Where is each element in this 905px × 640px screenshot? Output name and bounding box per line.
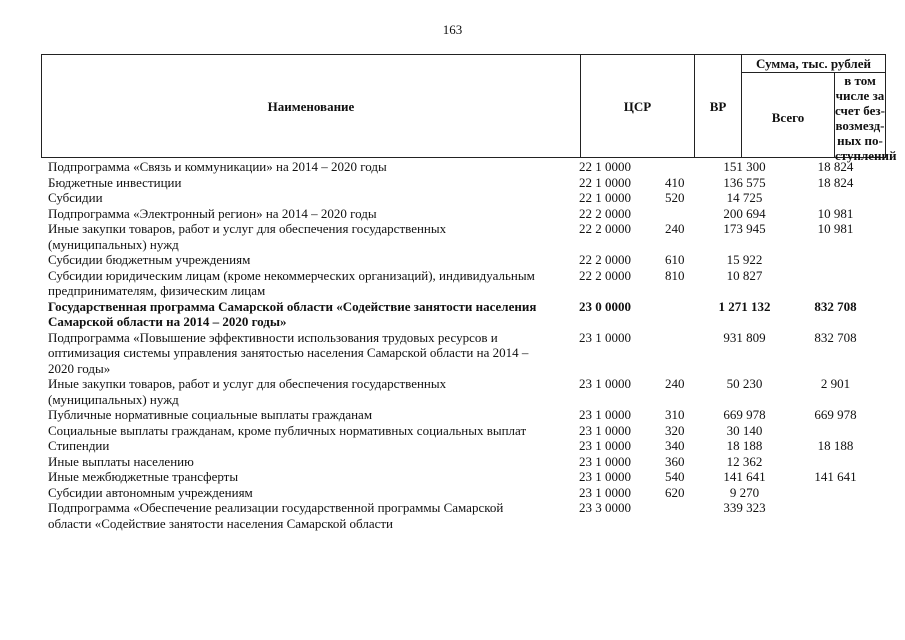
row-total: 15 922 (726, 252, 763, 267)
table-row (48, 159, 888, 175)
row-total: 12 362 (726, 453, 763, 469)
row-name: Публичные нормативные социальные выплаты гражданам (48, 407, 373, 422)
row-total: 136 575 (723, 174, 766, 190)
table-row (48, 407, 888, 423)
table-row (48, 206, 888, 222)
header-free-receipts: в том числе за счет без-возмезд-ных по-ступлений (835, 73, 897, 163)
row-name: Подпрограмма «Электронный регион» на 2014 – 2020 годы (48, 205, 377, 221)
row-csr: 22 1 0000 (579, 190, 631, 205)
row-total: 50 230 (726, 376, 763, 391)
row-total: 931 809 (723, 329, 766, 345)
row-name: Иные закупки товаров, работ и услуг для обеспечения государственных (муниципальных) нужд (48, 376, 447, 407)
row-name: Бюджетные инвестиции (48, 174, 182, 190)
row-name: Стипендии (48, 438, 110, 453)
row-total: 14 725 (726, 190, 763, 205)
row-free-receipts: 2 901 (820, 376, 851, 391)
row-vr: 410 (665, 174, 685, 190)
row-name: Иные выплаты населению (48, 453, 194, 469)
row-csr: 22 1 0000 (579, 159, 631, 174)
row-total: 18 188 (726, 438, 763, 453)
table-row (48, 485, 888, 501)
row-name: Государственная программа Самарской области «Содействие занятости населения Самарской области на 2014 – 2020 годы» (48, 298, 537, 329)
row-total: 10 827 (726, 267, 763, 283)
table-row (48, 330, 888, 377)
header-name: Наименование (267, 99, 355, 114)
row-csr: 23 3 0000 (579, 500, 631, 515)
table-row (48, 423, 888, 439)
row-csr: 22 1 0000 (579, 174, 631, 190)
row-name: Социальные выплаты гражданам, кроме публичных нормативных социальных выплат (48, 422, 527, 438)
row-vr: 610 (665, 252, 685, 267)
row-total: 200 694 (723, 205, 766, 221)
row-name: Подпрограмма «Связь и коммуникации» на 2014 – 2020 годы (48, 159, 387, 174)
header-csr-cell (581, 55, 695, 157)
row-free-receipts: 669 978 (814, 407, 857, 422)
table-row (48, 299, 888, 330)
row-csr: 23 1 0000 (579, 484, 631, 500)
row-csr: 23 1 0000 (579, 469, 631, 484)
table-row (48, 500, 888, 531)
row-name: Подпрограмма «Повышение эффективности использования трудовых ресурсов и оптимизация системы управления занятостью населения Самарской области на 2014 – 2020 годы» (48, 329, 529, 376)
header-sum: Сумма, тыс. рублей (756, 56, 871, 71)
row-name: Иные закупки товаров, работ и услуг для обеспечения государственных (муниципальных) нужд (48, 221, 447, 252)
row-csr: 23 0 0000 (579, 298, 631, 314)
table-row (48, 252, 888, 268)
row-vr: 340 (665, 438, 685, 453)
row-total: 141 641 (723, 469, 766, 484)
row-free-receipts: 18 824 (817, 159, 854, 174)
row-vr: 320 (665, 422, 685, 438)
row-total: 669 978 (723, 407, 766, 422)
row-csr: 23 1 0000 (579, 407, 631, 422)
header-free-receipts-cell (835, 73, 897, 163)
table-row (48, 469, 888, 485)
table-row (48, 268, 888, 299)
header-sum-cell (742, 55, 885, 73)
row-vr: 360 (665, 453, 685, 469)
row-total: 1 271 132 (718, 298, 771, 314)
header-vr-cell (695, 55, 742, 157)
header-total-cell (742, 73, 835, 157)
row-total: 9 270 (729, 484, 760, 500)
table-row (48, 438, 888, 454)
row-csr: 22 2 0000 (579, 267, 631, 283)
table-row (48, 454, 888, 470)
row-free-receipts: 832 708 (814, 298, 857, 314)
row-name: Подпрограмма «Обеспечение реализации государственной программы Самарской области «Содействие занятости населения Самарской области (48, 500, 504, 531)
row-free-receipts: 10 981 (817, 205, 854, 221)
row-total: 151 300 (723, 159, 766, 174)
row-free-receipts: 18 824 (817, 174, 854, 190)
table-header (41, 54, 897, 163)
row-vr: 620 (665, 484, 685, 500)
page-number: 163 (442, 22, 463, 37)
row-csr: 23 1 0000 (579, 453, 631, 469)
row-free-receipts: 18 188 (817, 438, 854, 453)
row-csr: 22 2 0000 (579, 252, 631, 267)
row-name: Субсидии (48, 190, 103, 205)
row-name: Иные межбюджетные трансферты (48, 469, 239, 484)
row-name: Субсидии автономным учреждениям (48, 484, 253, 500)
row-total: 339 323 (723, 500, 766, 515)
row-vr: 240 (665, 376, 685, 391)
row-total: 30 140 (726, 422, 763, 438)
row-csr: 22 2 0000 (579, 205, 631, 221)
row-vr: 310 (665, 407, 685, 422)
row-total: 173 945 (723, 221, 766, 236)
table-row (48, 190, 888, 206)
row-csr: 23 1 0000 (579, 438, 631, 453)
row-vr: 540 (665, 469, 685, 484)
row-name: Субсидии юридическим лицам (кроме некоммерческих организаций), индивидуальным предпринимателям, физическим лицам (48, 267, 535, 298)
table-body (48, 159, 888, 531)
table-row (48, 221, 888, 252)
row-vr: 810 (665, 267, 685, 283)
row-free-receipts: 832 708 (814, 329, 857, 345)
header-vr: ВР (709, 99, 727, 114)
row-csr: 23 1 0000 (579, 376, 631, 391)
header-csr: ЦСР (623, 99, 652, 114)
row-csr: 23 1 0000 (579, 422, 631, 438)
row-vr: 240 (665, 221, 685, 236)
header-total: Всего (771, 110, 805, 125)
row-name: Субсидии бюджетным учреждениям (48, 252, 251, 267)
row-csr: 23 1 0000 (579, 329, 631, 345)
row-free-receipts: 141 641 (814, 469, 857, 484)
table-row (48, 175, 888, 191)
row-csr: 22 2 0000 (579, 221, 631, 236)
table-row (48, 376, 888, 407)
row-free-receipts: 10 981 (817, 221, 854, 236)
row-vr: 520 (665, 190, 685, 205)
header-name-cell (42, 55, 581, 157)
